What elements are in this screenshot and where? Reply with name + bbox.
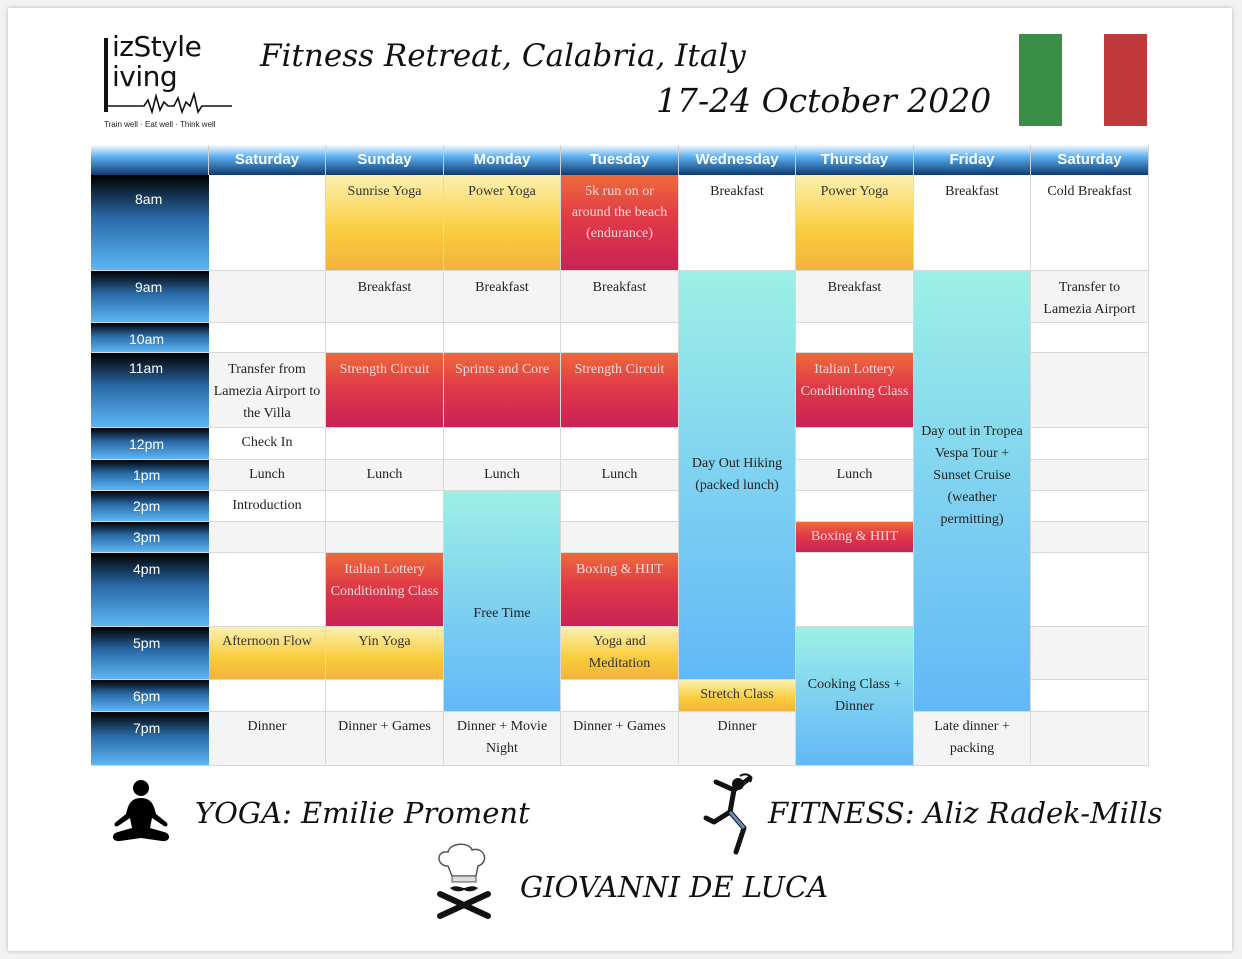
activity-yin-yoga: Yin Yoga <box>326 627 444 680</box>
day-header-saturday: Saturday <box>209 145 326 175</box>
yoga-meditation-icon <box>108 778 174 846</box>
activity-yoga-meditation: Yoga and Meditation <box>561 627 679 680</box>
italy-flag-icon <box>1019 34 1147 126</box>
activity-5k-run: 5k run on or around the beach (endurance) <box>561 175 679 271</box>
yoga-instructor: YOGA: Emilie Proment <box>195 796 530 830</box>
activity-breakfast: Breakfast <box>914 175 1031 271</box>
logo-tagline: Train well · Eat well · Think well <box>104 120 216 129</box>
chef-name: GIOVANNI DE LUCA <box>520 870 829 904</box>
time-label-4pm: 4pm <box>91 553 209 627</box>
activity-airport-transfer: Transfer to Lamezia Airport <box>1031 271 1149 323</box>
activity-strength-circuit: Strength Circuit <box>561 353 679 428</box>
time-label-11am: 11am <box>91 353 209 428</box>
day-header-monday: Monday <box>444 145 561 175</box>
activity-dinner: Dinner <box>209 712 326 766</box>
time-label-3pm: 3pm <box>91 522 209 553</box>
activity-boxing-hiit: Boxing & HIIT <box>561 553 679 627</box>
activity-afternoon-flow: Afternoon Flow <box>209 627 326 680</box>
time-label-10am: 10am <box>91 323 209 353</box>
activity-dinner: Dinner <box>679 712 796 766</box>
activity-italian-lottery-class: Italian Lottery Conditioning Class <box>326 553 444 627</box>
time-label-9am: 9am <box>91 271 209 323</box>
flag-green-band <box>1019 34 1062 126</box>
activity-breakfast: Breakfast <box>679 175 796 271</box>
activity-cooking-class: Cooking Class + Dinner <box>796 627 914 766</box>
activity-check-in: Check In <box>209 428 326 460</box>
heartbeat-icon <box>104 92 232 114</box>
time-label-7pm: 7pm <box>91 712 209 766</box>
activity-day-out-tropea: Day out in Tropea Vespa Tour + Sunset Cruise (weather permitting) <box>914 271 1031 712</box>
activity-arrival-transfer: Transfer from Lamezia Airport to the Villa <box>209 353 326 428</box>
time-label-6pm: 6pm <box>91 680 209 712</box>
schedule-grid <box>91 145 1149 766</box>
activity-late-dinner-packing: Late dinner + packing <box>914 712 1031 766</box>
flag-red-band <box>1104 34 1147 126</box>
event-dates: 17-24 October 2020 <box>656 81 992 120</box>
time-label-12pm: 12pm <box>91 428 209 460</box>
activity-dinner-movie-night: Dinner + Movie Night <box>444 712 561 766</box>
flag-white-band <box>1062 34 1105 126</box>
activity-boxing-hiit: Boxing & HIIT <box>796 522 914 553</box>
day-header-sunday: Sunday <box>326 145 444 175</box>
logo-line-1: izStyle <box>112 30 202 63</box>
day-header-tuesday: Tuesday <box>561 145 679 175</box>
time-label-2pm: 2pm <box>91 491 209 522</box>
time-label-8am: 8am <box>91 175 209 271</box>
time-label-1pm: 1pm <box>91 460 209 491</box>
day-header-wednesday: Wednesday <box>679 145 796 175</box>
activity-dinner-games: Dinner + Games <box>561 712 679 766</box>
activity-lunch: Lunch <box>796 460 914 491</box>
activity-cold-breakfast: Cold Breakfast <box>1031 175 1149 271</box>
activity-day-out-hiking: Day Out Hiking (packed lunch) <box>679 271 796 680</box>
time-label-5pm: 5pm <box>91 627 209 680</box>
activity-lunch: Lunch <box>209 460 326 491</box>
activity-dinner-games: Dinner + Games <box>326 712 444 766</box>
activity-power-yoga: Power Yoga <box>796 175 914 271</box>
brand-logo <box>96 30 246 140</box>
activity-strength-circuit: Strength Circuit <box>326 353 444 428</box>
header-corner <box>91 145 209 175</box>
logo-line-2: iving <box>112 60 178 93</box>
activity-introduction: Introduction <box>209 491 326 522</box>
activity-breakfast: Breakfast <box>326 271 444 323</box>
activity-stretch-class: Stretch Class <box>679 680 796 712</box>
activity-sunrise-yoga: Sunrise Yoga <box>326 175 444 271</box>
page-title: Fitness Retreat, Calabria, Italy <box>260 38 746 74</box>
activity-lunch: Lunch <box>444 460 561 491</box>
chef-icon <box>428 842 500 920</box>
fitness-instructor: FITNESS: Aliz Radek-Mills <box>768 796 1163 830</box>
activity-power-yoga: Power Yoga <box>444 175 561 271</box>
activity-sprints-and-core: Sprints and Core <box>444 353 561 428</box>
activity-free-time: Free Time <box>444 491 561 712</box>
day-header-saturday-2: Saturday <box>1031 145 1149 175</box>
activity-lunch: Lunch <box>326 460 444 491</box>
activity-breakfast: Breakfast <box>561 271 679 323</box>
fitness-dancer-icon <box>700 772 760 856</box>
activity-lunch: Lunch <box>561 460 679 491</box>
activity-breakfast: Breakfast <box>444 271 561 323</box>
day-header-thursday: Thursday <box>796 145 914 175</box>
day-header-friday: Friday <box>914 145 1031 175</box>
activity-breakfast: Breakfast <box>796 271 914 323</box>
activity-italian-lottery-class: Italian Lottery Conditioning Class <box>796 353 914 428</box>
